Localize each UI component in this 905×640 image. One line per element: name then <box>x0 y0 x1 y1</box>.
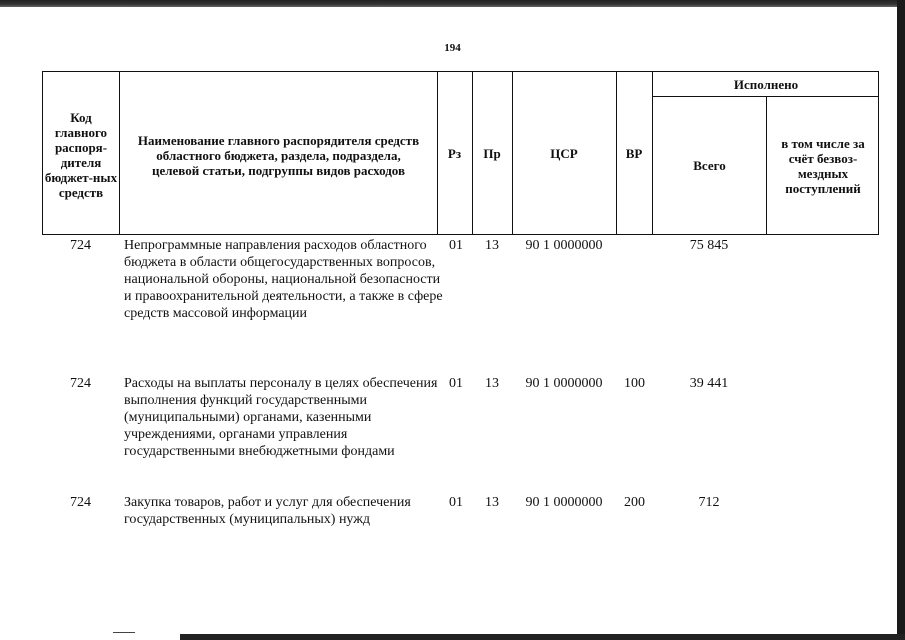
row-2-vr: 100 <box>624 376 645 391</box>
row-2-code: 724 <box>70 376 91 391</box>
row-1-code: 724 <box>70 238 91 253</box>
header-csr: ЦСР <box>550 145 578 161</box>
row-3-vr: 200 <box>624 495 645 510</box>
row-3-code: 724 <box>70 495 91 510</box>
row-1-rz: 01 <box>449 238 463 253</box>
header-vr: ВР <box>625 145 643 161</box>
header-pr: Пр <box>483 145 501 161</box>
column-divider <box>119 71 120 235</box>
page-number: 194 <box>444 42 461 54</box>
row-1-pr: 13 <box>485 238 499 253</box>
row-2-total: 39 441 <box>689 376 729 391</box>
header-executed: Исполнено <box>733 76 799 92</box>
row-3-total: 712 <box>698 495 720 510</box>
row-1-name: Непрограммные направления расходов областного бюджета в области общегосударственных вопросов, национальной обороны, национальной безопасности и правоохранительной деятельности, а также в сфере средств массовой информации <box>124 238 443 321</box>
row-3-name: Закупка товаров, работ и услуг для обеспечения государственных (муниципальных) нужд <box>124 495 411 527</box>
row-3-csr: 90 1 0000000 <box>525 495 603 510</box>
header-name: Наименование главного распорядителя средств областного бюджета, раздела, подраздела, целевой статьи, подгруппы видов расходов <box>137 132 420 178</box>
header-rz: Рз <box>447 145 462 161</box>
row-2-name: Расходы на выплаты персоналу в целях обеспечения выполнения функций государственными (муниципальными) органами, казенными учреждениями, органами управления государственными внебюджетными фондами <box>124 376 438 459</box>
header-free-receipts: в том числе за счёт безвоз-мездных поступлений <box>781 135 865 196</box>
scan-top-edge <box>0 0 905 7</box>
row-2-rz: 01 <box>449 376 463 391</box>
scan-right-edge <box>897 0 905 640</box>
row-3-pr: 13 <box>485 495 499 510</box>
row-1-total: 75 845 <box>689 238 729 253</box>
row-3-rz: 01 <box>449 495 463 510</box>
header-code: Код главного распоря-дителя бюджет-ных средств <box>44 110 118 200</box>
row-2-pr: 13 <box>485 376 499 391</box>
header-total: Всего <box>693 158 726 173</box>
scan-bottom-edge <box>180 634 905 640</box>
row-2-csr: 90 1 0000000 <box>525 376 603 391</box>
row-1-csr: 90 1 0000000 <box>525 238 603 253</box>
scan-bottom-mark <box>113 632 135 633</box>
